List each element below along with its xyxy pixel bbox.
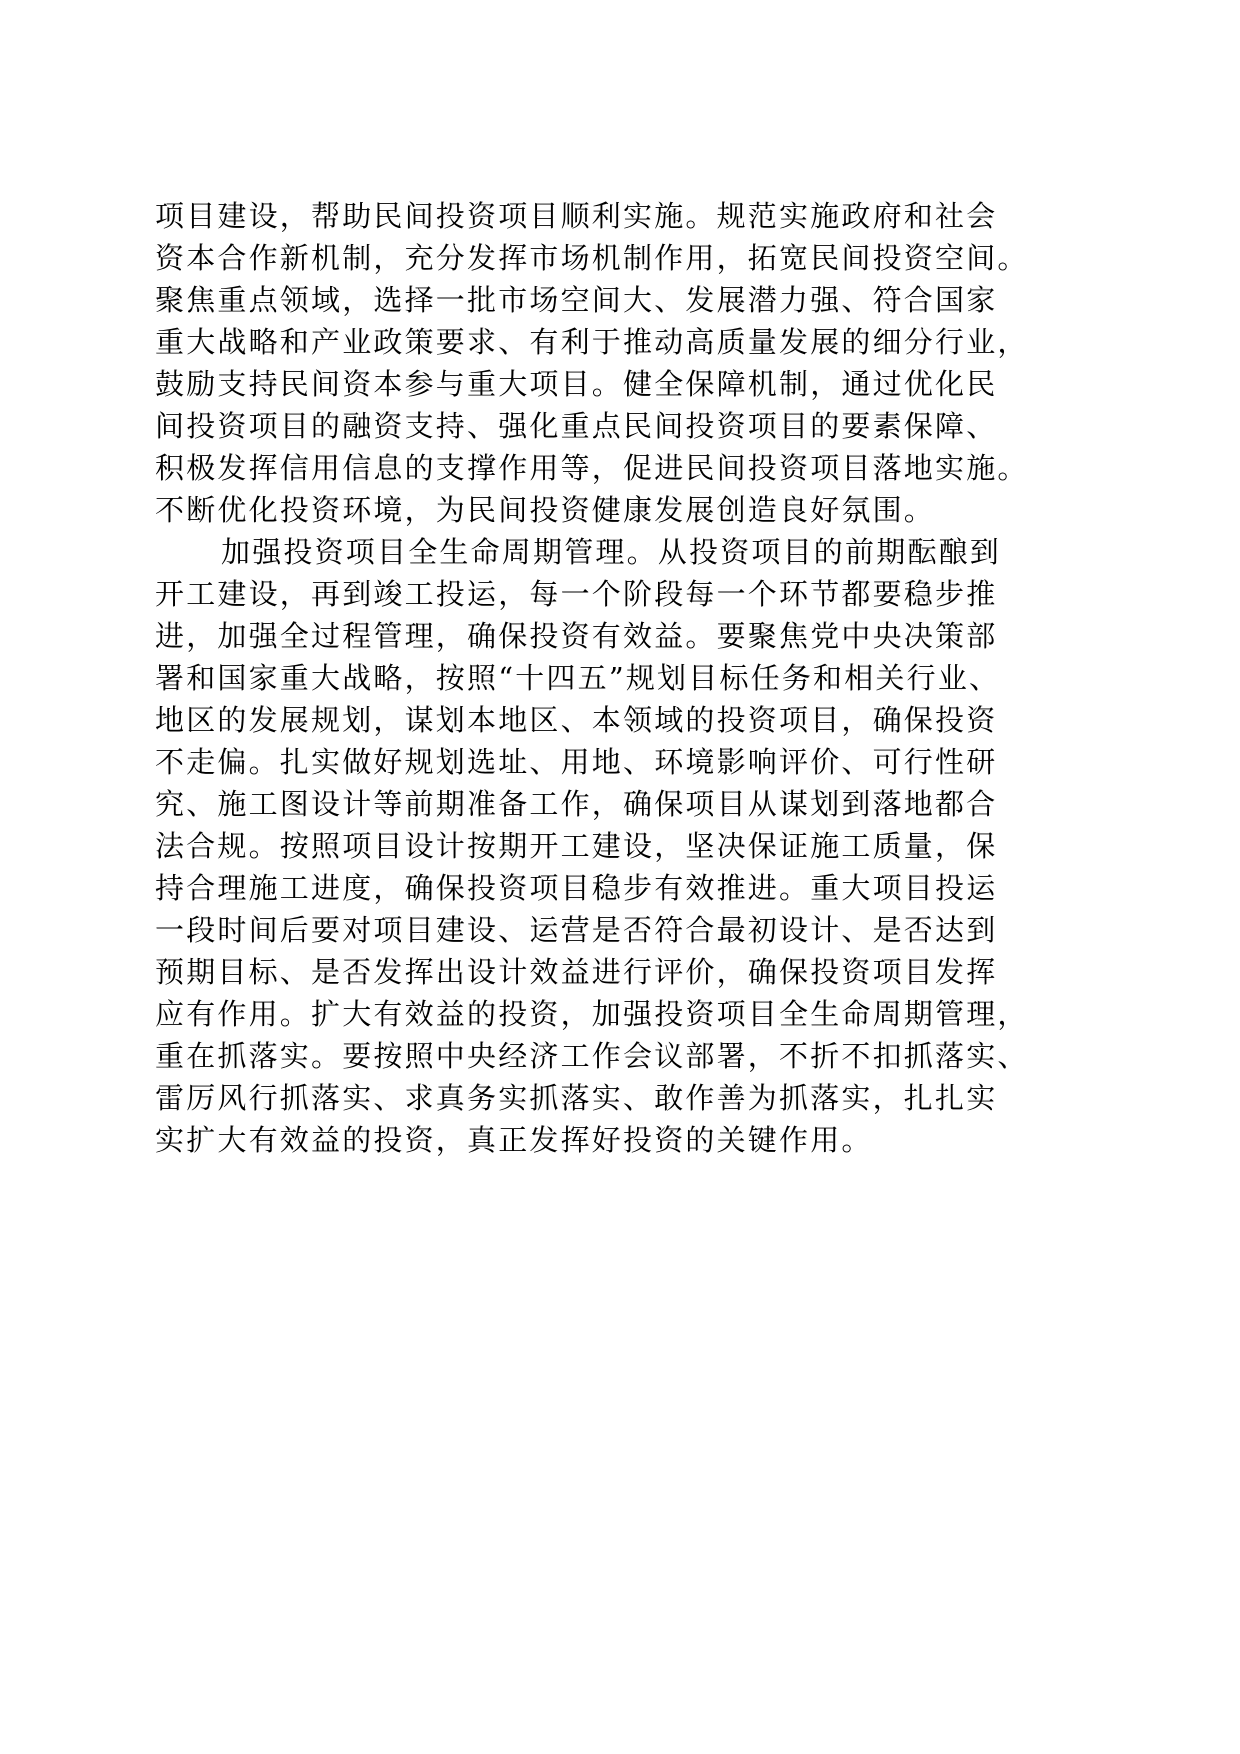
- text-line: 预期目标、是否发挥出设计效益进行评价，确保投资项目发挥: [155, 955, 998, 989]
- text-line: 不断优化投资环境，为民间投资健康发展创造良好氛围。: [155, 493, 936, 527]
- text-line: 鼓励支持民间资本参与重大项目。健全保障机制，通过优化民: [155, 367, 998, 401]
- paragraph-2: [155, 531, 1095, 1161]
- text-line: 聚焦重点领域，选择一批市场空间大、发展潜力强、符合国家: [155, 283, 998, 317]
- text-line: 持合理施工进度，确保投资项目稳步有效推进。重大项目投运: [155, 871, 998, 905]
- text-line: 开工建设，再到竣工投运，每一个阶段每一个环节都要稳步推: [155, 577, 998, 611]
- text-line: 雷厉风行抓落实、求真务实抓落实、敢作善为抓落实，扎扎实: [155, 1081, 998, 1115]
- text-line: 不走偏。扎实做好规划选址、用地、环境影响评价、可行性研: [155, 745, 998, 779]
- text-line: 地区的发展规划，谋划本地区、本领域的投资项目，确保投资: [155, 703, 998, 737]
- text-line: 法合规。按照项目设计按期开工建设，坚决保证施工质量，保: [155, 829, 998, 863]
- text-line: 积极发挥信用信息的支撑作用等，促进民间投资项目落地实施。: [155, 451, 1029, 485]
- paragraph-1: [155, 195, 1095, 531]
- text-line: 重在抓落实。要按照中央经济工作会议部署，不折不扣抓落实、: [155, 1039, 1029, 1073]
- text-line: 应有作用。扩大有效益的投资，加强投资项目全生命周期管理，: [155, 997, 1029, 1031]
- text-line: 一段时间后要对项目建设、运营是否符合最初设计、是否达到: [155, 913, 998, 947]
- text-line: 究、施工图设计等前期准备工作，确保项目从谋划到落地都合: [155, 787, 998, 821]
- text-line: 资本合作新机制，充分发挥市场机制作用，拓宽民间投资空间。: [155, 241, 1029, 275]
- text-line: 署和国家重大战略，按照“十四五”规划目标任务和相关行业、: [155, 661, 1001, 695]
- text-line: 重大战略和产业政策要求、有利于推动高质量发展的细分行业，: [155, 325, 1029, 359]
- text-line: 项目建设，帮助民间投资项目顺利实施。规范实施政府和社会: [155, 199, 998, 233]
- body-text: [155, 195, 1095, 1161]
- text-line: 间投资项目的融资支持、强化重点民间投资项目的要素保障、: [155, 409, 998, 443]
- text-line: 进，加强全过程管理，确保投资有效益。要聚焦党中央决策部: [155, 619, 998, 653]
- text-line: 实扩大有效益的投资，真正发挥好投资的关键作用。: [155, 1123, 873, 1157]
- text-line: 加强投资项目全生命周期管理。从投资项目的前期酝酿到: [221, 535, 1002, 569]
